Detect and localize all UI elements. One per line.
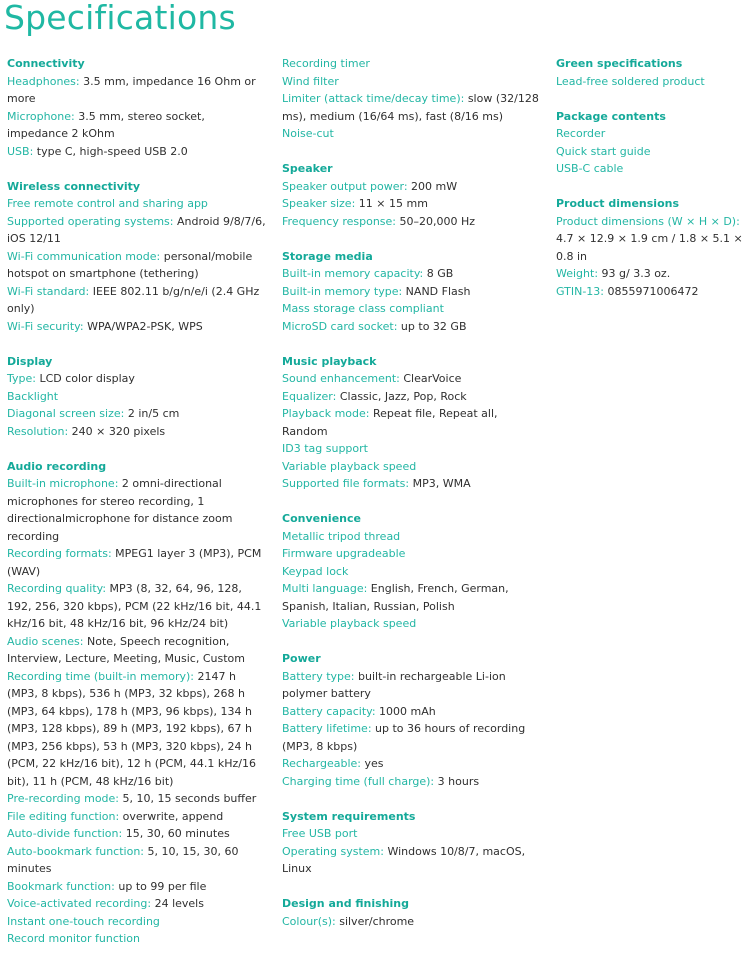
spec-label: Microphone: (7, 109, 75, 123)
spec-item (7, 143, 269, 161)
spec-label: Frequency response: (282, 214, 396, 228)
spec-label: Sound enhancement: (282, 372, 400, 385)
spec-item (7, 545, 269, 580)
spec-item (282, 300, 544, 318)
spec-item (556, 143, 746, 161)
spec-label: Variable playback speed (282, 617, 417, 630)
spec-item (556, 125, 746, 143)
spec-value: 93 g/ 3.3 oz. (598, 267, 671, 280)
spec-value: overwrite, append (119, 809, 224, 823)
spec-value: NAND Flash (402, 284, 471, 298)
spec-label: Quick start guide (556, 144, 651, 158)
spec-list (7, 475, 269, 948)
spec-item (282, 825, 544, 843)
spec-value: 200 mW (407, 179, 458, 193)
spec-item (7, 370, 269, 388)
spec-item (282, 265, 544, 283)
spec-item (7, 825, 269, 843)
spec-section (282, 808, 544, 878)
spec-value: personal/mobile hotspot on smartphone (tethering) (7, 249, 253, 280)
spec-list (282, 825, 544, 878)
spec-label: Battery lifetime: (282, 722, 372, 735)
spec-section (7, 353, 269, 441)
spec-value: 24 levels (151, 897, 204, 910)
spec-label: Weight: (556, 267, 599, 280)
spec-item (282, 458, 544, 476)
spec-label: Recording time (built-in memory): (7, 669, 194, 683)
spec-label: Product dimensions (W × H × D): (556, 214, 740, 228)
spec-label: Firmware upgradeable (282, 547, 406, 560)
spec-value: 8 GB (423, 267, 454, 280)
spec-label: Wi-Fi standard: (7, 284, 90, 298)
spec-section (556, 108, 746, 178)
spec-list (282, 55, 544, 143)
spec-item (282, 318, 544, 336)
spec-label: Recording timer (282, 57, 370, 70)
spec-value: ClearVoice (399, 372, 462, 385)
spec-item (282, 563, 544, 581)
spec-item (7, 930, 269, 948)
spec-label: Wind filter (282, 74, 339, 88)
spec-value: 50–20,000 Hz (396, 214, 476, 228)
page-title: Specifications (4, 0, 236, 37)
spec-section (7, 55, 269, 160)
spec-item (7, 318, 269, 336)
spec-item (7, 878, 269, 896)
spec-list (282, 370, 544, 493)
spec-item (7, 405, 269, 423)
spec-value: English, French, German, Spanish, Italian, Russian, Polish (282, 582, 509, 613)
spec-item (282, 440, 544, 458)
spec-value: 5, 10, 15, 30, 60 minutes (7, 844, 239, 875)
spec-item (282, 370, 544, 388)
spec-label: Audio scenes: (7, 634, 84, 648)
spec-value: 3.5 mm, impedance 16 Ohm or more (7, 74, 256, 105)
spec-item (282, 125, 544, 143)
spec-item (282, 90, 544, 125)
spec-label: Pre-recording mode: (7, 792, 120, 805)
spec-item (7, 248, 269, 283)
spec-label: Rechargeable: (282, 757, 362, 770)
spec-list (282, 265, 544, 335)
spec-item (282, 213, 544, 231)
spec-item (7, 808, 269, 826)
spec-value: 3 hours (434, 774, 480, 788)
spec-value: MPEG1 layer 3 (MP3), PCM (WAV) (7, 547, 262, 578)
spec-value: silver/chrome (335, 914, 415, 928)
spec-label: USB: (7, 144, 34, 158)
spec-list (282, 913, 544, 931)
spec-item (556, 213, 746, 266)
spec-label: Recording formats: (7, 547, 112, 560)
spec-label: Keypad lock (282, 564, 349, 578)
spec-item (282, 283, 544, 301)
spec-list (7, 195, 269, 335)
spec-item (7, 633, 269, 668)
spec-item (282, 773, 544, 791)
spec-list (556, 125, 746, 178)
spec-label: Headphones: (7, 74, 80, 88)
spec-label: Battery type: (282, 669, 355, 683)
spec-section (282, 650, 544, 790)
spec-value: up to 36 hours of recording (MP3, 8 kbps) (282, 722, 526, 753)
spec-list (282, 668, 544, 791)
spec-value: 11 × 15 mm (355, 197, 428, 210)
section-title: System requirements (282, 809, 416, 823)
spec-list (556, 213, 746, 301)
spec-item (7, 73, 269, 108)
spec-item (556, 283, 746, 301)
section-title: Speaker (282, 162, 333, 175)
section-title: Package contents (556, 109, 666, 123)
spec-item (556, 265, 746, 283)
section-title: Power (282, 652, 321, 665)
spec-label: Battery capacity: (282, 704, 376, 718)
spec-section (282, 510, 544, 633)
spec-label: Noise-cut (282, 127, 334, 140)
spec-list (7, 73, 269, 161)
spec-label: USB-C cable (556, 162, 624, 175)
spec-label: MicroSD card socket: (282, 319, 398, 333)
spec-item (7, 213, 269, 248)
spec-value: LCD color display (35, 372, 135, 385)
spec-value: WPA/WPA2-PSK, WPS (83, 319, 203, 333)
spec-value: up to 32 GB (397, 319, 467, 333)
spec-list (282, 528, 544, 633)
spec-label: Lead-free soldered product (556, 74, 705, 88)
spec-item (556, 73, 746, 91)
spec-value: IEEE 802.11 b/g/n/e/i (2.4 GHz only) (7, 284, 260, 315)
spec-section (282, 160, 544, 230)
spec-value: 2 in/5 cm (124, 407, 180, 420)
spec-label: Supported operating systems: (7, 214, 174, 228)
spec-item (282, 475, 544, 493)
spec-label: ID3 tag support (282, 442, 368, 455)
spec-value: slow (32/128 ms), medium (16/64 ms), fast (8/16 ms) (282, 92, 539, 123)
spec-column-3 (556, 55, 746, 318)
spec-label: Metallic tripod thread (282, 529, 401, 543)
spec-value: 5, 10, 15 seconds buffer (119, 792, 257, 805)
spec-value: Classic, Jazz, Pop, Rock (336, 389, 467, 403)
spec-label: Auto-bookmark function: (7, 844, 145, 858)
spec-value: 240 × 320 pixels (68, 424, 166, 438)
spec-section (7, 458, 269, 948)
spec-label: Mass storage class compliant (282, 302, 444, 315)
spec-item (282, 73, 544, 91)
spec-label: Voice-activated recording: (7, 897, 152, 910)
spec-item (7, 108, 269, 143)
spec-value: type C, high-speed USB 2.0 (33, 144, 188, 158)
section-title: Convenience (282, 512, 361, 525)
spec-label: Recording quality: (7, 582, 107, 595)
spec-label: Colour(s): (282, 914, 336, 928)
spec-item (7, 790, 269, 808)
spec-item (7, 283, 269, 318)
spec-label: Built-in memory type: (282, 284, 403, 298)
spec-item (7, 668, 269, 791)
spec-item (7, 423, 269, 441)
spec-label: Wi-Fi security: (7, 319, 84, 333)
spec-item (282, 405, 544, 440)
spec-column-2 (282, 55, 544, 948)
spec-value: Windows 10/8/7, macOS, Linux (282, 844, 526, 875)
spec-item (282, 843, 544, 878)
spec-item (7, 475, 269, 545)
spec-label: Supported file formats: (282, 477, 410, 490)
spec-section (282, 55, 544, 143)
spec-item (282, 195, 544, 213)
spec-value: 1000 mAh (375, 704, 436, 718)
spec-label: Record monitor function (7, 932, 140, 945)
section-title: Audio recording (7, 459, 107, 473)
spec-item (282, 580, 544, 615)
section-title: Connectivity (7, 57, 85, 70)
spec-item (282, 55, 544, 73)
spec-label: GTIN-13: (556, 284, 604, 298)
section-title: Product dimensions (556, 197, 680, 210)
spec-value: Android 9/8/7/6, iOS 12/11 (7, 214, 266, 245)
spec-label: Recorder (556, 127, 606, 140)
spec-label: Backlight (7, 389, 59, 403)
section-title: Wireless connectivity (7, 179, 141, 193)
spec-item (282, 913, 544, 931)
section-title: Design and finishing (282, 897, 410, 910)
spec-section (282, 248, 544, 336)
spec-label: Equalizer: (282, 389, 337, 403)
spec-value: 3.5 mm, stereo socket, impedance 2 kOhm (7, 109, 205, 140)
spec-label: Resolution: (7, 424, 69, 438)
spec-label: Type: (7, 372, 36, 385)
spec-value: MP3 (8, 32, 64, 96, 128, 192, 256, 320 kbps), PCM (22 kHz/16 bit, 44.1 kHz/16 bit, 48 kHz/16 bit, 96 kHz/24 bit) (7, 582, 262, 630)
spec-item (7, 580, 269, 633)
spec-label: Limiter (attack time/decay time): (282, 92, 465, 105)
spec-value: 4.7 × 12.9 × 1.9 cm / 1.8 × 5.1 × 0.8 in (556, 232, 743, 263)
spec-value: MP3, WMA (409, 477, 471, 490)
spec-label: Operating system: (282, 844, 384, 858)
spec-label: Speaker size: (282, 197, 356, 210)
spec-item (282, 755, 544, 773)
spec-item (7, 913, 269, 931)
spec-item (282, 388, 544, 406)
spec-label: Variable playback speed (282, 459, 417, 473)
spec-item (282, 668, 544, 703)
spec-item (282, 720, 544, 755)
spec-label: File editing function: (7, 809, 120, 823)
spec-label: Multi language: (282, 582, 368, 595)
spec-section (7, 178, 269, 336)
spec-item (7, 195, 269, 213)
spec-value: 2147 h (MP3, 8 kbps), 536 h (MP3, 32 kbps), 268 h (MP3, 64 kbps), 178 h (MP3, 96 kbps), 134 h (MP3, 128 kbps), 89 h (MP3, 192 kbps), 67 h (MP3, 256 kbps), 53 h (MP3, 320 kbps), 24 h (PCM, 22 kHz/16 bit), 12 h (PCM, 44.1 kHz/16 bit), 11 h (PCM, 48 kHz/16 bit) (7, 669, 256, 788)
spec-column-1 (7, 55, 269, 965)
spec-label: Charging time (full charge): (282, 774, 435, 788)
spec-item (7, 895, 269, 913)
spec-value: 0855971006472 (604, 284, 699, 298)
spec-value: Repeat file, Repeat all, Random (282, 407, 498, 438)
spec-label: Speaker output power: (282, 179, 408, 193)
spec-value: 2 omni-directional microphones for stereo recording, 1 directionalmicrophone for distance zoom recording (7, 477, 233, 543)
spec-section (556, 55, 746, 90)
spec-value: yes (361, 757, 384, 770)
spec-label: Wi-Fi communication mode: (7, 249, 161, 263)
spec-item (7, 843, 269, 878)
section-title: Green specifications (556, 57, 683, 70)
section-title: Display (7, 354, 53, 368)
spec-label: Auto-divide function: (7, 827, 123, 840)
spec-item (282, 528, 544, 546)
spec-item (282, 615, 544, 633)
spec-section (282, 353, 544, 493)
spec-value: Note, Speech recognition, Interview, Lecture, Meeting, Music, Custom (7, 634, 245, 665)
spec-item (556, 160, 746, 178)
spec-list (556, 73, 746, 91)
section-title: Music playback (282, 354, 377, 368)
spec-label: Built-in microphone: (7, 477, 119, 490)
spec-item (7, 388, 269, 406)
section-title: Storage media (282, 249, 373, 263)
spec-list (7, 370, 269, 440)
spec-label: Free remote control and sharing app (7, 197, 208, 210)
spec-item (282, 178, 544, 196)
spec-value: up to 99 per file (114, 879, 207, 893)
spec-section (556, 195, 746, 300)
spec-item (282, 703, 544, 721)
spec-label: Bookmark function: (7, 879, 115, 893)
spec-label: Instant one-touch recording (7, 914, 160, 928)
spec-list (282, 178, 544, 231)
spec-item (282, 545, 544, 563)
spec-section (282, 895, 544, 930)
spec-value: built-in rechargeable Li-ion polymer battery (282, 669, 506, 700)
spec-label: Free USB port (282, 827, 358, 840)
spec-label: Diagonal screen size: (7, 407, 125, 420)
spec-label: Built-in memory capacity: (282, 267, 424, 280)
spec-label: Playback mode: (282, 407, 370, 420)
spec-value: 15, 30, 60 minutes (122, 827, 230, 840)
